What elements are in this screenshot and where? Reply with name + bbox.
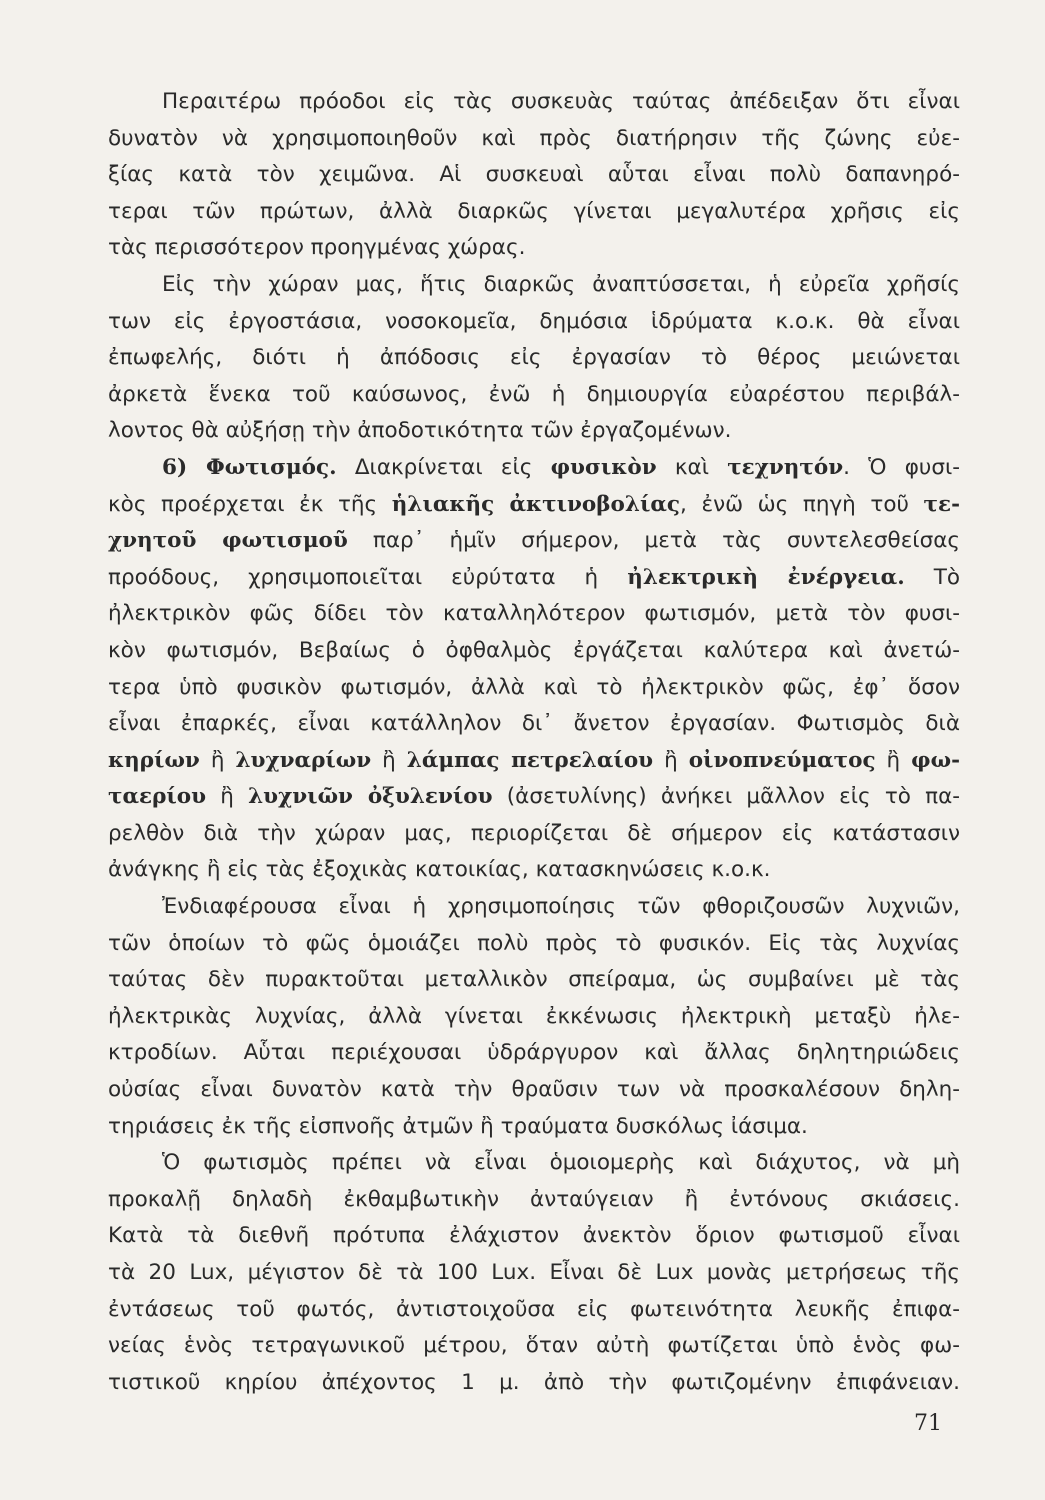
text-line: [108, 1035, 960, 1072]
text-run: τηριάσεις ἐκ τῆς εἰσπνοῆς ἀτμῶν ἢ τραύματα δυσκόλως ἰάσιμα.: [108, 1113, 808, 1139]
text-line: [108, 962, 960, 999]
text-run: ἀρκετὰ ἕνεκα τοῦ καύσωνος, ἐνῶ ἡ δημιουργία εὐαρέστου περιβάλ-: [108, 381, 960, 407]
text-run: τὰ 20 Lux, μέγιστον δὲ τὰ 100 Lux. Εἶναι δὲ Lux μονὰς μετρήσεως τῆς: [108, 1260, 960, 1285]
bold-term: 6) Φωτισμός.: [162, 454, 337, 480]
text-run: των εἰς ἐργοστάσια, νοσοκομεῖα, δημόσια ἱδρύματα κ.ο.κ. θὰ εἶναι: [108, 308, 960, 334]
bold-term: ταερίου: [108, 784, 207, 810]
text-run: παρ᾽ ἡμῖν σήμερον, μετὰ τὰς συντελεσθείσας: [347, 528, 961, 554]
text-run: τὰς περισσότερον προηγμένας χώρας.: [108, 235, 526, 261]
text-run: . Ὁ φυσι-: [843, 454, 960, 480]
text-run: Ὁ φωτισμὸς πρέπει νὰ εἶναι ὁμοιομερὴς καὶ διάχυτος, νὰ μὴ: [162, 1150, 960, 1176]
page-text-block: [108, 84, 960, 1401]
text-run: οὐσίας εἶναι δυνατὸν κατὰ τὴν θραῦσιν των νὰ προσκαλέσουν δηλη-: [108, 1077, 960, 1103]
text-run: Διακρίνεται εἰς: [336, 454, 551, 480]
text-line: [108, 413, 960, 450]
text-run: ρελθὸν διὰ τὴν χώραν μας, περιορίζεται δὲ σήμερον εἰς κατάστασιν: [108, 820, 960, 846]
text-line: [108, 670, 960, 707]
text-run: καὶ: [656, 454, 728, 480]
text-run: εἶναι ἐπαρκές, εἶναι κατάλληλον δι᾽ ἄνετον ἐργασίαν. Φωτισμὸς διὰ: [108, 711, 960, 737]
text-line: [108, 1145, 960, 1182]
text-line: [108, 1255, 960, 1292]
text-run: λοντος θὰ αὐξήσῃ τὴν ἀποδοτικότητα τῶν ἐργαζομένων.: [108, 418, 732, 444]
bold-term: τεχνητόν: [727, 454, 844, 480]
text-run: ἢ: [206, 784, 249, 810]
bold-term: φω-: [911, 747, 961, 773]
bold-term: ἠλεκτρικὴ ἐνέργεια.: [627, 564, 905, 590]
text-line: [108, 450, 960, 487]
text-line: [108, 230, 960, 267]
text-line: [108, 926, 960, 963]
text-run: Ἐνδιαφέρουσα εἶναι ἡ χρησιμοποίησις τῶν φθοριζουσῶν λυχνιῶν,: [162, 894, 960, 920]
text-run: Κατὰ τὰ διεθνῆ πρότυπα ἐλάχιστον ἀνεκτὸν ὅριον φωτισμοῦ εἶναι: [108, 1223, 960, 1249]
text-run: νείας ἑνὸς τετραγωνικοῦ μέτρου, ὅταν αὐτὴ φωτίζεται ὑπὸ ἑνὸς φω-: [108, 1333, 960, 1359]
text-line: [108, 1365, 960, 1402]
text-line: [108, 523, 960, 560]
text-run: προόδους, χρησιμοποιεῖται εὐρύτατα ἡ: [108, 564, 628, 590]
text-run: τεραι τῶν πρώτων, ἀλλὰ διαρκῶς γίνεται μεγαλυτέρα χρῆσις εἰς: [108, 198, 960, 224]
text-run: τερα ὑπὸ φυσικὸν φωτισμόν, ἀλλὰ καὶ τὸ ἠλεκτρικὸν φῶς, ἐφ᾽ ὅσον: [108, 674, 960, 700]
text-run: τιστικοῦ κηρίου ἀπέχοντος 1 μ. ἀπὸ τὴν φωτιζομένην ἐπιφάνειαν.: [108, 1369, 960, 1395]
bold-term: λυχνιῶν ὀξυλενίου: [248, 784, 493, 810]
text-run: ταύτας δὲν πυρακτοῦται μεταλλικὸν σπείραμα, ὡς συμβαίνει μὲ τὰς: [108, 967, 960, 993]
text-line: [108, 706, 960, 743]
text-line: [108, 267, 960, 304]
text-run: , ἐνῶ ὡς πηγὴ τοῦ: [680, 491, 924, 517]
text-run: ἐπωφελής, διότι ἡ ἀπόδοσις εἰς ἐργασίαν τὸ θέρος μειώνεται: [108, 345, 960, 371]
text-line: [108, 889, 960, 926]
text-run: ἢ: [371, 747, 407, 773]
text-run: ἠλεκτρικὸν φῶς δίδει τὸν καταλληλότερον φωτισμόν, μετὰ τὸν φυσι-: [108, 601, 960, 627]
text-run: προκαλῇ δηλαδὴ ἐκθαμβωτικὴν ἀνταύγειαν ἢ ἐντόνους σκιάσεις.: [108, 1186, 960, 1212]
text-run: (ἀσετυλίνης) ἀνήκει μᾶλλον εἰς τὸ πα-: [492, 784, 961, 810]
page-number: 71: [914, 1411, 942, 1436]
text-line: [108, 121, 960, 158]
text-run: ἢ: [199, 747, 236, 773]
text-line: [108, 852, 960, 889]
text-line: [108, 999, 960, 1036]
text-line: [108, 743, 960, 780]
text-line: [108, 816, 960, 853]
bold-term: ἡλιακῆς ἀκτινοβολίας: [391, 491, 681, 517]
text-line: [108, 487, 960, 524]
text-line: [108, 1072, 960, 1109]
text-line: [108, 304, 960, 341]
text-run: ἢ: [653, 747, 689, 773]
text-line: [108, 596, 960, 633]
text-line: [108, 1292, 960, 1329]
text-line: [108, 560, 960, 597]
text-line: [108, 1182, 960, 1219]
text-run: Τὸ: [904, 564, 960, 590]
text-run: κὸν φωτισμόν, Βεβαίως ὁ ὀφθαλμὸς ἐργάζεται καλύτερα καὶ ἀνετώ-: [108, 637, 960, 663]
text-run: δυνατὸν νὰ χρησιμοποιηθοῦν καὶ πρὸς διατήρησιν τῆς ζώνης εὐε-: [108, 125, 960, 151]
text-run: ἀνάγκης ἢ εἰς τὰς ἐξοχικὰς κατοικίας, κατασκηνώσεις κ.ο.κ.: [108, 857, 771, 883]
text-line: [108, 1328, 960, 1365]
text-line: [108, 779, 960, 816]
text-line: [108, 1109, 960, 1146]
text-run: Εἰς τὴν χώραν μας, ἥτις διαρκῶς ἀναπτύσσεται, ἡ εὐρεῖα χρῆσίς: [162, 271, 960, 297]
text-line: [108, 340, 960, 377]
bold-term: λυχναρίων: [235, 747, 372, 773]
bold-term: φυσικὸν: [550, 454, 657, 480]
bold-term: τε-: [923, 491, 960, 517]
bold-term: χνητοῦ φωτισμοῦ: [108, 528, 348, 554]
text-run: ἠλεκτρικὰς λυχνίας, ἀλλὰ γίνεται ἐκκένωσις ἠλεκτρικὴ μεταξὺ ἠλε-: [108, 1003, 960, 1029]
bold-term: οἰνοπνεύματος: [688, 747, 876, 773]
text-run: κτροδίων. Αὗται περιέχουσαι ὑδράργυρον καὶ ἄλλας δηλητηριώδεις: [108, 1040, 960, 1066]
text-run: ἐντάσεως τοῦ φωτός, ἀντιστοιχοῦσα εἰς φωτεινότητα λευκῆς ἐπιφα-: [108, 1296, 960, 1322]
text-line: [108, 84, 960, 121]
text-line: [108, 633, 960, 670]
text-run: ἢ: [875, 747, 912, 773]
bold-term: κηρίων: [108, 747, 200, 773]
bold-term: λάμπας πετρελαίου: [406, 747, 654, 773]
text-run: τῶν ὁποίων τὸ φῶς ὁμοιάζει πολὺ πρὸς τὸ φυσικόν. Εἰς τὰς λυχνίας: [108, 930, 960, 956]
text-line: [108, 377, 960, 414]
text-run: Περαιτέρω πρόοδοι εἰς τὰς συσκευὰς ταύτας ἀπέδειξαν ὅτι εἶναι: [162, 89, 960, 114]
text-line: [108, 157, 960, 194]
text-line: [108, 194, 960, 231]
text-run: ξίας κατὰ τὸν χειμῶνα. Αἱ συσκευαὶ αὗται εἶναι πολὺ δαπανηρό-: [108, 162, 960, 188]
text-line: [108, 1218, 960, 1255]
text-run: κὸς προέρχεται ἐκ τῆς: [108, 491, 392, 517]
